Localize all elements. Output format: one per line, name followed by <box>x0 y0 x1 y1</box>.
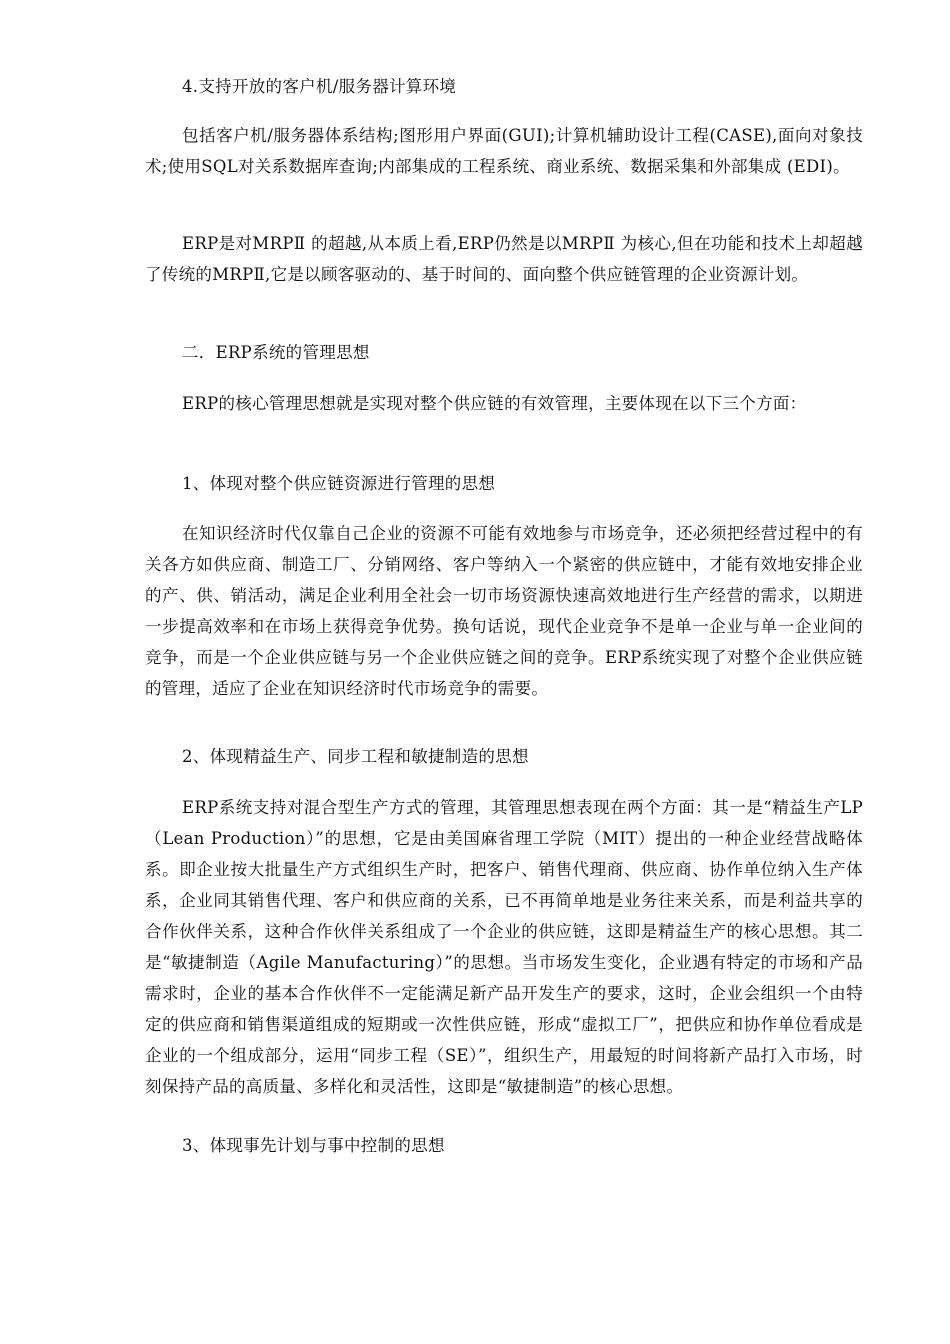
subheading-supply-chain: 1、体现对整个供应链资源进行管理的思想 <box>182 474 496 493</box>
paragraph-core-philosophy: ERP的核心管理思想就是实现对整个供应链的有效管理，主要体现在以下三个方面： <box>182 394 807 413</box>
section-heading-management-philosophy: 二．ERP系统的管理思想 <box>182 343 370 362</box>
paragraph-erp-beyond-mrp: ERP是对MRPⅡ 的超越,从本质上看,ERP仍然是以MRPⅡ 为核心,但在功能和技术上却超越了传统的MRPⅡ,它是以顾客驱动的、基于时间的、面向整个供应链管理的企业资源计划。 <box>145 234 863 284</box>
section-heading-client-server: 4.支持开放的客户机/服务器计算环境 <box>182 77 457 96</box>
subheading-planning-control: 3、体现事先计划与事中控制的思想 <box>182 1136 445 1155</box>
paragraph-supply-chain: 在知识经济时代仅靠自己企业的资源不可能有效地参与市场竞争，还必须把经营过程中的有关各方如供应商、制造工厂、分销网络、客户等纳入一个紧密的供应链中，才能有效地安排企业的产、供、销活动，满足企业利用全社会一切市场资源快速高效地进行生产经营的需求，以期进一步提高效率和在市场上获得竞争优势。换句话说，现代企业竞争不是单一企业与单一企业间的竞争，而是一个企业供应链与另一个企业供应链之间的竞争。ERP系统实现了对整个企业供应链的管理，适应了企业在知识经济时代市场竞争的需要。 <box>145 524 863 698</box>
paragraph-lean-agile: ERP系统支持对混合型生产方式的管理，其管理思想表现在两个方面：其一是“精益生产LP（Lean Production）”的思想，它是由美国麻省理工学院（MIT）提出的一种企业经营战略体系。即企业按大批量生产方式组织生产时，把客户、销售代理商、供应商、协作单位纳入生产体系，企业同其销售代理、客户和供应商的关系，已不再简单地是业务往来关系，而是利益共享的合作伙伴关系，这种合作伙伴关系组成了一个企业的供应链，这即是精益生产的核心思想。其二是“敏捷制造（Agile Manufacturing）”的思想。当市场发生变化，企业遇有特定的市场和产品需求时，企业的基本合作伙伴不一定能满足新产品开发生产的要求，这时，企业会组织一个由特定的供应商和销售渠道组成的短期或一次性供应链，形成“虚拟工厂”，把供应和协作单位看成是企业的一个组成部分，运用“同步工程（SE）”，组织生产，用最短的时间将新产品打入市场，时刻保持产品的高质量、多样化和灵活性，这即是“敏捷制造”的核心思想。 <box>145 798 863 1096</box>
subheading-lean-agile: 2、体现精益生产、同步工程和敏捷制造的思想 <box>182 747 529 766</box>
paragraph-client-server-details: 包括客户机/服务器体系结构;图形用户界面(GUI);计算机辅助设计工程(CASE),面向对象技术;使用SQL对关系数据库查询;内部集成的工程系统、商业系统、数据采集和外部集成 (EDI)。 <box>145 126 863 176</box>
